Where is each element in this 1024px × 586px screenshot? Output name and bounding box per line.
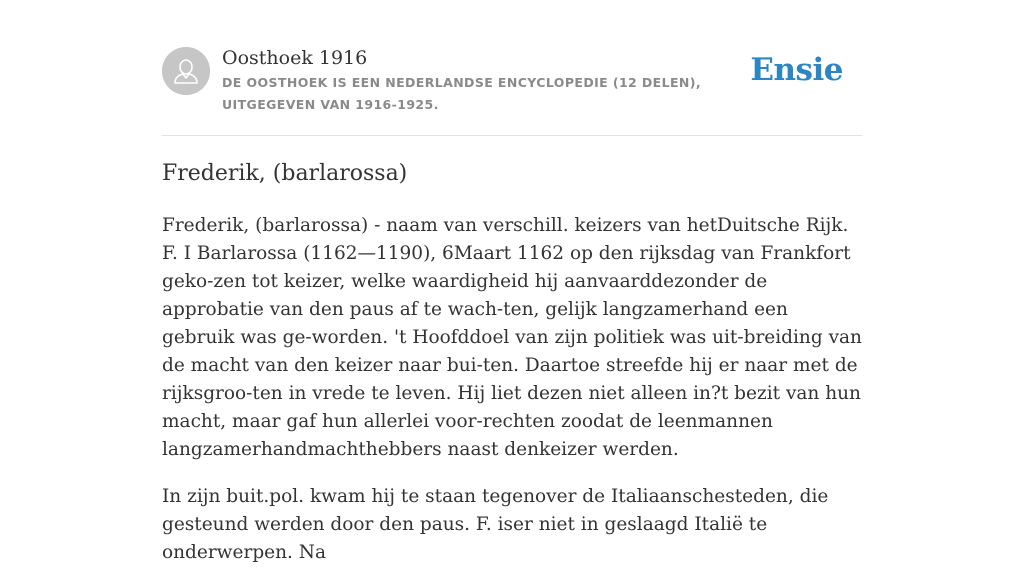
article-title: Frederik, (barlarossa) bbox=[162, 161, 408, 186]
source-header bbox=[162, 46, 862, 136]
article-paragraph: In zijn buit.pol. kwam hij te staan tegenover de Italiaanschesteden, die gesteund werden door den paus. F. iser niet in geslaagd Italië te onderwerpen. Na bbox=[162, 486, 829, 563]
source-description: DE OOSTHOEK IS EEN NEDERLANDSE ENCYCLOPEDIE (12 DELEN), UITGEGEVEN VAN 1916-1925. bbox=[222, 75, 702, 112]
ensie-logo[interactable]: Ensie bbox=[750, 52, 843, 88]
header-divider bbox=[162, 135, 862, 136]
source-title[interactable]: Oosthoek 1916 bbox=[222, 47, 368, 69]
user-silhouette-icon[interactable] bbox=[162, 47, 210, 95]
article-paragraph: Frederik, (barlarossa) - naam van verschill. keizers van hetDuitsche Rijk. F. I Barlarossa (1162—1190), 6Maart 1162 op den rijksdag van Frankfort geko-zen tot keizer, welke waardigheid hij aanvaarddezonder de approbatie van den paus af te wach-ten, gelijk langzamerhand een gebruik was ge-worden. 't Hoofddoel van zijn politiek was uit-breiding van de macht van den keizer naar bui-ten. Daartoe streefde hij er naar met de rijksgroo-ten in vrede te leven. Hij liet dezen niet alleen in?t bezit van hun macht, maar gaf hun allerlei voor-rechten zoodat de leenmannen langzamerhandmachthebbers naast denkeizer werden. bbox=[162, 215, 862, 460]
article-body bbox=[162, 212, 864, 586]
